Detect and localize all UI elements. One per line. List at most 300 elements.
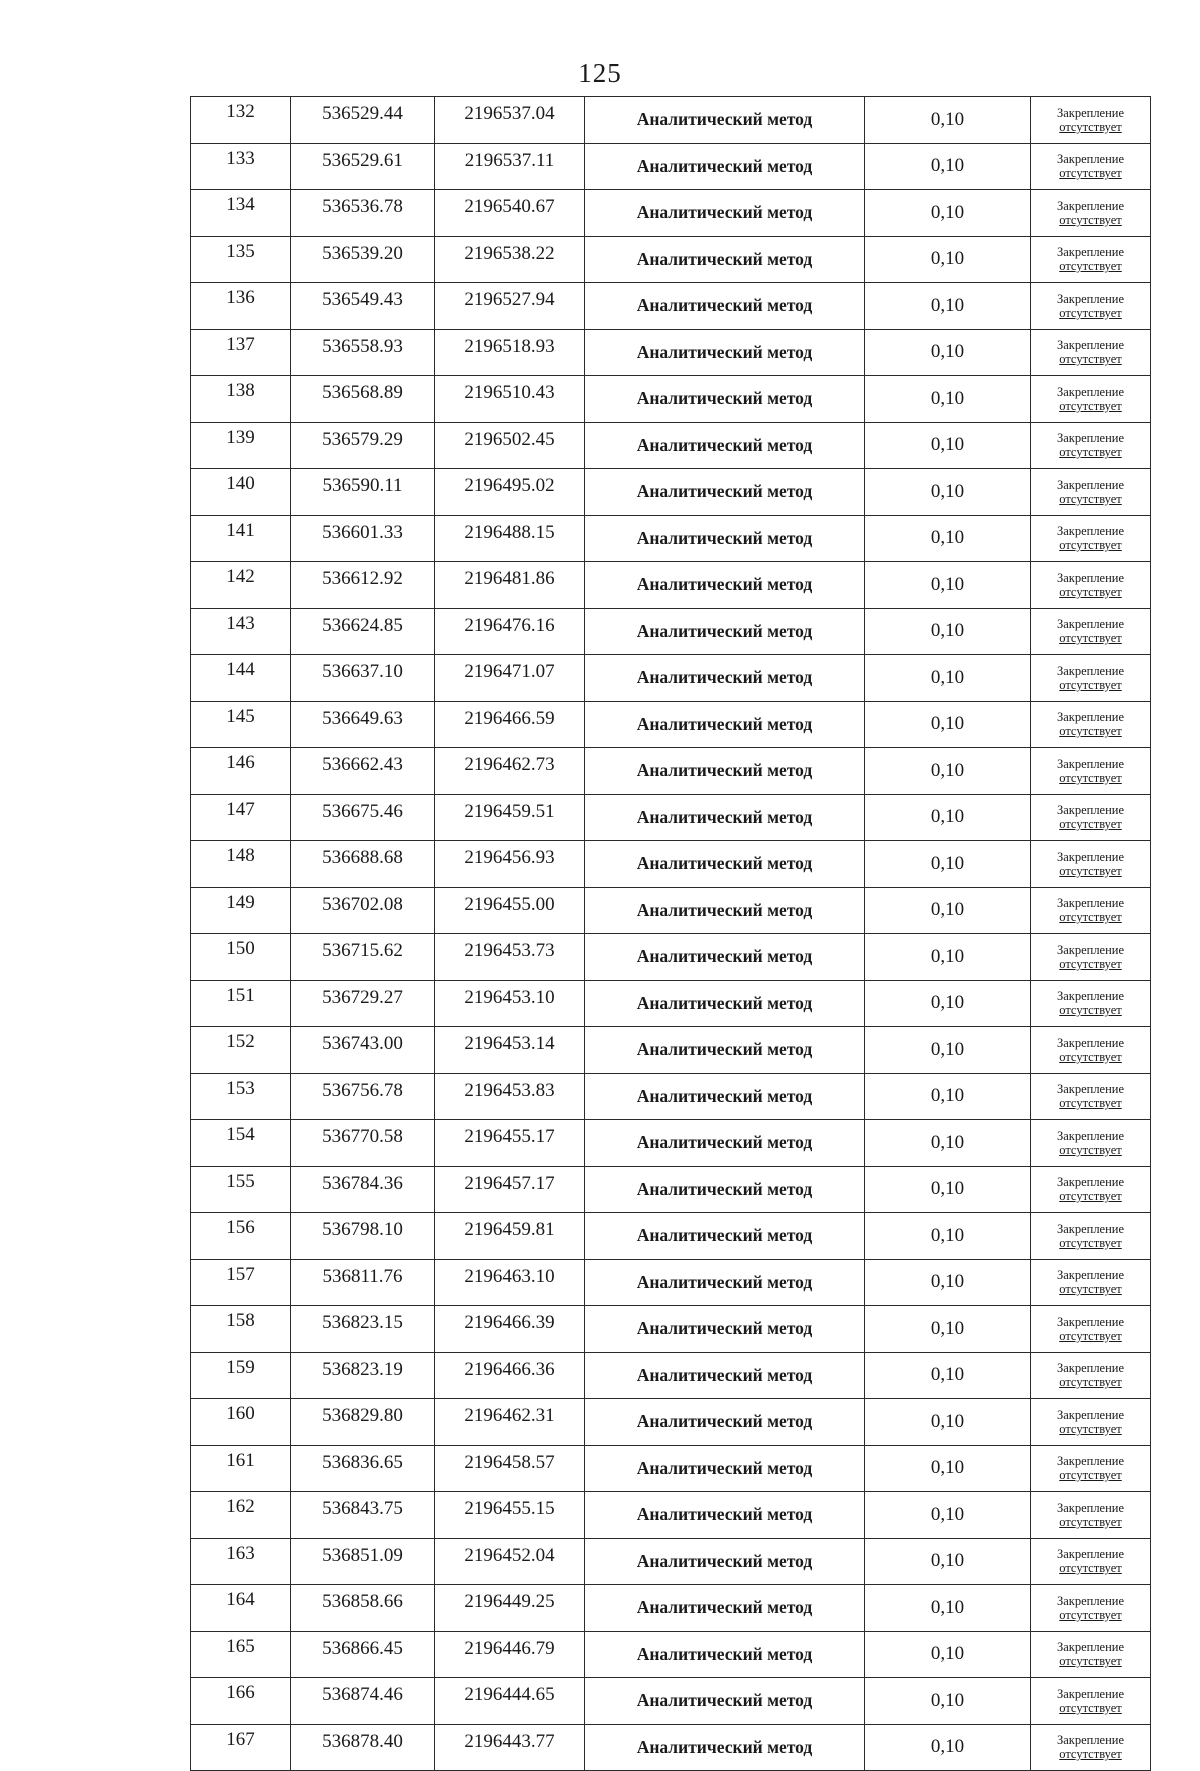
table-row (191, 1120, 1151, 1167)
fixation-text-line1: Закрепление (1056, 524, 1125, 539)
method-cell: Аналитический метод (585, 841, 865, 888)
y-coordinate-cell: 2196443.77 (435, 1724, 585, 1771)
accuracy-cell: 0,10 (865, 841, 1031, 888)
fixation-text-line1: Закрепление (1056, 1547, 1125, 1562)
y-coordinate-cell: 2196458.57 (435, 1445, 585, 1492)
fixation-text-line1: Закрепление (1056, 477, 1125, 492)
fixation-text-line1: Закрепление (1056, 1686, 1125, 1701)
fixation-cell (1031, 1073, 1151, 1120)
fixation-cell (1031, 283, 1151, 330)
accuracy-cell: 0,10 (865, 1399, 1031, 1446)
method-cell: Аналитический метод (585, 1399, 865, 1446)
x-coordinate-cell: 536743.00 (291, 1027, 435, 1074)
fixation-cell (1031, 1306, 1151, 1353)
fixation-text-line2: отсутствует (1059, 817, 1122, 832)
x-coordinate-cell: 536878.40 (291, 1724, 435, 1771)
point-number-cell: 154 (191, 1120, 291, 1167)
method-cell: Аналитический метод (585, 515, 865, 562)
point-number-cell: 146 (191, 748, 291, 795)
fixation-cell (1031, 887, 1151, 934)
x-coordinate-cell: 536539.20 (291, 236, 435, 283)
fixation-text-line1: Закрепление (1056, 803, 1125, 818)
point-number-cell: 138 (191, 376, 291, 423)
point-number-cell: 165 (191, 1631, 291, 1678)
x-coordinate-cell: 536529.61 (291, 143, 435, 190)
fixation-cell (1031, 329, 1151, 376)
point-number-cell: 163 (191, 1538, 291, 1585)
y-coordinate-cell: 2196466.39 (435, 1306, 585, 1353)
point-number-cell: 148 (191, 841, 291, 888)
accuracy-cell: 0,10 (865, 97, 1031, 144)
method-cell: Аналитический метод (585, 1073, 865, 1120)
x-coordinate-cell: 536823.15 (291, 1306, 435, 1353)
fixation-cell (1031, 1678, 1151, 1725)
fixation-cell (1031, 1399, 1151, 1446)
accuracy-cell: 0,10 (865, 1306, 1031, 1353)
fixation-cell (1031, 562, 1151, 609)
y-coordinate-cell: 2196537.11 (435, 143, 585, 190)
point-number-cell: 136 (191, 283, 291, 330)
point-number-cell: 139 (191, 422, 291, 469)
fixation-cell (1031, 934, 1151, 981)
fixation-text-line2: отсутствует (1059, 770, 1122, 785)
method-cell: Аналитический метод (585, 701, 865, 748)
fixation-text-line2: отсутствует (1059, 119, 1122, 134)
table-row (191, 283, 1151, 330)
point-number-cell: 155 (191, 1166, 291, 1213)
y-coordinate-cell: 2196463.10 (435, 1259, 585, 1306)
fixation-text-line1: Закрепление (1056, 1500, 1125, 1515)
x-coordinate-cell: 536601.33 (291, 515, 435, 562)
point-number-cell: 162 (191, 1492, 291, 1539)
fixation-text-line2: отсутствует (1059, 956, 1122, 971)
table-row (191, 1352, 1151, 1399)
accuracy-cell: 0,10 (865, 283, 1031, 330)
accuracy-cell: 0,10 (865, 1166, 1031, 1213)
fixation-cell (1031, 1213, 1151, 1260)
fixation-text-line2: отсутствует (1059, 352, 1122, 367)
x-coordinate-cell: 536558.93 (291, 329, 435, 376)
x-coordinate-cell: 536549.43 (291, 283, 435, 330)
x-coordinate-cell: 536866.45 (291, 1631, 435, 1678)
accuracy-cell: 0,10 (865, 1538, 1031, 1585)
fixation-text-line2: отсутствует (1059, 1700, 1122, 1715)
point-number-cell: 149 (191, 887, 291, 934)
point-number-cell: 137 (191, 329, 291, 376)
accuracy-cell: 0,10 (865, 562, 1031, 609)
fixation-cell (1031, 794, 1151, 841)
fixation-text-line2: отсутствует (1059, 1235, 1122, 1250)
method-cell: Аналитический метод (585, 1027, 865, 1074)
point-number-cell: 160 (191, 1399, 291, 1446)
method-cell: Аналитический метод (585, 887, 865, 934)
fixation-cell (1031, 1631, 1151, 1678)
accuracy-cell: 0,10 (865, 980, 1031, 1027)
accuracy-cell: 0,10 (865, 143, 1031, 190)
point-number-cell: 150 (191, 934, 291, 981)
fixation-text-line1: Закрепление (1056, 198, 1125, 213)
table-row (191, 701, 1151, 748)
y-coordinate-cell: 2196476.16 (435, 608, 585, 655)
point-number-cell: 144 (191, 655, 291, 702)
fixation-text-line1: Закрепление (1056, 989, 1125, 1004)
table-row (191, 562, 1151, 609)
fixation-text-line2: отсутствует (1059, 584, 1122, 599)
point-number-cell: 159 (191, 1352, 291, 1399)
accuracy-cell: 0,10 (865, 1073, 1031, 1120)
fixation-text-line2: отсутствует (1059, 1607, 1122, 1622)
method-cell: Аналитический метод (585, 469, 865, 516)
fixation-cell (1031, 1259, 1151, 1306)
method-cell: Аналитический метод (585, 1166, 865, 1213)
x-coordinate-cell: 536715.62 (291, 934, 435, 981)
accuracy-cell: 0,10 (865, 1213, 1031, 1260)
table-row (191, 376, 1151, 423)
method-cell: Аналитический метод (585, 283, 865, 330)
table-row (191, 980, 1151, 1027)
table-row (191, 1631, 1151, 1678)
x-coordinate-cell: 536702.08 (291, 887, 435, 934)
fixation-text-line1: Закрепление (1056, 1407, 1125, 1422)
table-row (191, 1445, 1151, 1492)
x-coordinate-cell: 536649.63 (291, 701, 435, 748)
y-coordinate-cell: 2196449.25 (435, 1585, 585, 1632)
fixation-text-line2: отсутствует (1059, 724, 1122, 739)
accuracy-cell: 0,10 (865, 1678, 1031, 1725)
accuracy-cell: 0,10 (865, 1585, 1031, 1632)
point-number-cell: 166 (191, 1678, 291, 1725)
fixation-text-line1: Закрепление (1056, 663, 1125, 678)
x-coordinate-cell: 536579.29 (291, 422, 435, 469)
x-coordinate-cell: 536637.10 (291, 655, 435, 702)
method-cell: Аналитический метод (585, 97, 865, 144)
method-cell: Аналитический метод (585, 376, 865, 423)
fixation-text-line1: Закрепление (1056, 245, 1125, 260)
table-row (191, 1027, 1151, 1074)
accuracy-cell: 0,10 (865, 655, 1031, 702)
table-row (191, 469, 1151, 516)
y-coordinate-cell: 2196537.04 (435, 97, 585, 144)
table-row (191, 1538, 1151, 1585)
fixation-text-line1: Закрепление (1056, 1128, 1125, 1143)
table-row (191, 143, 1151, 190)
accuracy-cell: 0,10 (865, 1724, 1031, 1771)
y-coordinate-cell: 2196453.10 (435, 980, 585, 1027)
method-cell: Аналитический метод (585, 1259, 865, 1306)
method-cell: Аналитический метод (585, 190, 865, 237)
y-coordinate-cell: 2196452.04 (435, 1538, 585, 1585)
method-cell: Аналитический метод (585, 1352, 865, 1399)
method-cell: Аналитический метод (585, 980, 865, 1027)
method-cell: Аналитический метод (585, 1631, 865, 1678)
fixation-text-line2: отсутствует (1059, 259, 1122, 274)
method-cell: Аналитический метод (585, 143, 865, 190)
fixation-text-line1: Закрепление (1056, 1314, 1125, 1329)
point-number-cell: 157 (191, 1259, 291, 1306)
point-number-cell: 134 (191, 190, 291, 237)
fixation-text-line2: отсутствует (1059, 538, 1122, 553)
fixation-text-line2: отсутствует (1059, 166, 1122, 181)
y-coordinate-cell: 2196471.07 (435, 655, 585, 702)
fixation-text-line2: отсутствует (1059, 1468, 1122, 1483)
x-coordinate-cell: 536874.46 (291, 1678, 435, 1725)
method-cell: Аналитический метод (585, 655, 865, 702)
point-number-cell: 158 (191, 1306, 291, 1353)
y-coordinate-cell: 2196453.14 (435, 1027, 585, 1074)
table-row (191, 887, 1151, 934)
method-cell: Аналитический метод (585, 1306, 865, 1353)
accuracy-cell: 0,10 (865, 236, 1031, 283)
fixation-cell (1031, 748, 1151, 795)
table-row (191, 1259, 1151, 1306)
y-coordinate-cell: 2196453.83 (435, 1073, 585, 1120)
fixation-text-line2: отсутствует (1059, 212, 1122, 227)
y-coordinate-cell: 2196446.79 (435, 1631, 585, 1678)
accuracy-cell: 0,10 (865, 329, 1031, 376)
fixation-text-line1: Закрепление (1056, 756, 1125, 771)
fixation-text-line2: отсутствует (1059, 1328, 1122, 1343)
method-cell: Аналитический метод (585, 1492, 865, 1539)
accuracy-cell: 0,10 (865, 469, 1031, 516)
fixation-text-line1: Закрепление (1056, 1268, 1125, 1283)
point-number-cell: 133 (191, 143, 291, 190)
x-coordinate-cell: 536729.27 (291, 980, 435, 1027)
accuracy-cell: 0,10 (865, 794, 1031, 841)
y-coordinate-cell: 2196502.45 (435, 422, 585, 469)
x-coordinate-cell: 536829.80 (291, 1399, 435, 1446)
fixation-text-line2: отсутствует (1059, 1421, 1122, 1436)
x-coordinate-cell: 536784.36 (291, 1166, 435, 1213)
fixation-text-line1: Закрепление (1056, 1640, 1125, 1655)
table-row (191, 515, 1151, 562)
table-row (191, 1213, 1151, 1260)
table-row (191, 748, 1151, 795)
fixation-text-line2: отсутствует (1059, 1189, 1122, 1204)
accuracy-cell: 0,10 (865, 376, 1031, 423)
method-cell: Аналитический метод (585, 562, 865, 609)
fixation-cell (1031, 97, 1151, 144)
y-coordinate-cell: 2196453.73 (435, 934, 585, 981)
fixation-cell (1031, 190, 1151, 237)
point-number-cell: 135 (191, 236, 291, 283)
fixation-cell (1031, 608, 1151, 655)
y-coordinate-cell: 2196459.51 (435, 794, 585, 841)
y-coordinate-cell: 2196495.02 (435, 469, 585, 516)
fixation-cell (1031, 422, 1151, 469)
method-cell: Аналитический метод (585, 934, 865, 981)
table-row (191, 190, 1151, 237)
accuracy-cell: 0,10 (865, 1492, 1031, 1539)
table-row (191, 841, 1151, 888)
fixation-cell (1031, 143, 1151, 190)
fixation-text-line1: Закрепление (1056, 1175, 1125, 1190)
method-cell: Аналитический метод (585, 422, 865, 469)
fixation-text-line1: Закрепление (1056, 1082, 1125, 1097)
fixation-cell (1031, 1445, 1151, 1492)
x-coordinate-cell: 536756.78 (291, 1073, 435, 1120)
fixation-text-line2: отсутствует (1059, 445, 1122, 460)
x-coordinate-cell: 536590.11 (291, 469, 435, 516)
fixation-cell (1031, 236, 1151, 283)
point-number-cell: 152 (191, 1027, 291, 1074)
fixation-text-line2: отсутствует (1059, 1561, 1122, 1576)
fixation-cell (1031, 1352, 1151, 1399)
point-number-cell: 140 (191, 469, 291, 516)
y-coordinate-cell: 2196488.15 (435, 515, 585, 562)
point-number-cell: 161 (191, 1445, 291, 1492)
accuracy-cell: 0,10 (865, 1259, 1031, 1306)
fixation-text-line2: отсутствует (1059, 910, 1122, 925)
fixation-cell (1031, 376, 1151, 423)
fixation-text-line2: отсутствует (1059, 863, 1122, 878)
table-row (191, 1678, 1151, 1725)
fixation-text-line1: Закрепление (1056, 338, 1125, 353)
point-number-cell: 164 (191, 1585, 291, 1632)
y-coordinate-cell: 2196538.22 (435, 236, 585, 283)
y-coordinate-cell: 2196455.00 (435, 887, 585, 934)
method-cell: Аналитический метод (585, 329, 865, 376)
coordinates-table (190, 96, 1151, 1771)
y-coordinate-cell: 2196457.17 (435, 1166, 585, 1213)
x-coordinate-cell: 536843.75 (291, 1492, 435, 1539)
fixation-text-line2: отсутствует (1059, 1375, 1122, 1390)
y-coordinate-cell: 2196455.17 (435, 1120, 585, 1167)
fixation-cell (1031, 841, 1151, 888)
coordinates-table-body (191, 97, 1151, 1771)
y-coordinate-cell: 2196481.86 (435, 562, 585, 609)
y-coordinate-cell: 2196510.43 (435, 376, 585, 423)
point-number-cell: 143 (191, 608, 291, 655)
table-row (191, 1073, 1151, 1120)
fixation-cell (1031, 980, 1151, 1027)
x-coordinate-cell: 536612.92 (291, 562, 435, 609)
fixation-text-line1: Закрепление (1056, 105, 1125, 120)
fixation-text-line2: отсутствует (1059, 305, 1122, 320)
table-row (191, 934, 1151, 981)
fixation-cell (1031, 469, 1151, 516)
fixation-text-line1: Закрепление (1056, 710, 1125, 725)
x-coordinate-cell: 536851.09 (291, 1538, 435, 1585)
accuracy-cell: 0,10 (865, 1027, 1031, 1074)
fixation-text-line2: отсутствует (1059, 631, 1122, 646)
table-row (191, 236, 1151, 283)
point-number-cell: 151 (191, 980, 291, 1027)
table-row (191, 1166, 1151, 1213)
fixation-cell (1031, 1492, 1151, 1539)
x-coordinate-cell: 536568.89 (291, 376, 435, 423)
fixation-text-line1: Закрепление (1056, 431, 1125, 446)
fixation-cell (1031, 1166, 1151, 1213)
fixation-text-line1: Закрепление (1056, 1733, 1125, 1748)
table-row (191, 1492, 1151, 1539)
point-number-cell: 132 (191, 97, 291, 144)
method-cell: Аналитический метод (585, 748, 865, 795)
fixation-cell (1031, 1027, 1151, 1074)
point-number-cell: 141 (191, 515, 291, 562)
fixation-text-line1: Закрепление (1056, 291, 1125, 306)
point-number-cell: 142 (191, 562, 291, 609)
accuracy-cell: 0,10 (865, 1631, 1031, 1678)
table-row (191, 608, 1151, 655)
fixation-text-line1: Закрепление (1056, 570, 1125, 585)
y-coordinate-cell: 2196518.93 (435, 329, 585, 376)
fixation-cell (1031, 1724, 1151, 1771)
fixation-text-line2: отсутствует (1059, 1003, 1122, 1018)
method-cell: Аналитический метод (585, 794, 865, 841)
method-cell: Аналитический метод (585, 1724, 865, 1771)
y-coordinate-cell: 2196466.36 (435, 1352, 585, 1399)
method-cell: Аналитический метод (585, 1585, 865, 1632)
fixation-text-line1: Закрепление (1056, 849, 1125, 864)
point-number-cell: 167 (191, 1724, 291, 1771)
accuracy-cell: 0,10 (865, 748, 1031, 795)
table-row (191, 794, 1151, 841)
point-number-cell: 156 (191, 1213, 291, 1260)
method-cell: Аналитический метод (585, 1678, 865, 1725)
y-coordinate-cell: 2196462.73 (435, 748, 585, 795)
fixation-cell (1031, 515, 1151, 562)
table-row (191, 97, 1151, 144)
table-row (191, 422, 1151, 469)
table-row (191, 1306, 1151, 1353)
y-coordinate-cell: 2196459.81 (435, 1213, 585, 1260)
fixation-text-line1: Закрепление (1056, 1035, 1125, 1050)
fixation-text-line1: Закрепление (1056, 1361, 1125, 1376)
method-cell: Аналитический метод (585, 1538, 865, 1585)
method-cell: Аналитический метод (585, 1213, 865, 1260)
fixation-text-line1: Закрепление (1056, 617, 1125, 632)
accuracy-cell: 0,10 (865, 934, 1031, 981)
fixation-text-line2: отсутствует (1059, 1747, 1122, 1762)
method-cell: Аналитический метод (585, 236, 865, 283)
fixation-text-line1: Закрепление (1056, 1593, 1125, 1608)
x-coordinate-cell: 536624.85 (291, 608, 435, 655)
fixation-cell (1031, 1120, 1151, 1167)
x-coordinate-cell: 536770.58 (291, 1120, 435, 1167)
fixation-text-line2: отсутствует (1059, 398, 1122, 413)
page-number: 125 (578, 58, 622, 88)
accuracy-cell: 0,10 (865, 887, 1031, 934)
y-coordinate-cell: 2196455.15 (435, 1492, 585, 1539)
x-coordinate-cell: 536858.66 (291, 1585, 435, 1632)
x-coordinate-cell: 536798.10 (291, 1213, 435, 1260)
fixation-text-line2: отсутствует (1059, 1142, 1122, 1157)
y-coordinate-cell: 2196540.67 (435, 190, 585, 237)
method-cell: Аналитический метод (585, 608, 865, 655)
fixation-text-line1: Закрепление (1056, 896, 1125, 911)
y-coordinate-cell: 2196466.59 (435, 701, 585, 748)
table-row (191, 1724, 1151, 1771)
accuracy-cell: 0,10 (865, 1445, 1031, 1492)
fixation-text-line2: отсутствует (1059, 1096, 1122, 1111)
y-coordinate-cell: 2196527.94 (435, 283, 585, 330)
fixation-cell (1031, 1585, 1151, 1632)
point-number-cell: 153 (191, 1073, 291, 1120)
x-coordinate-cell: 536823.19 (291, 1352, 435, 1399)
x-coordinate-cell: 536688.68 (291, 841, 435, 888)
fixation-cell (1031, 701, 1151, 748)
accuracy-cell: 0,10 (865, 515, 1031, 562)
accuracy-cell: 0,10 (865, 190, 1031, 237)
point-number-cell: 145 (191, 701, 291, 748)
fixation-text-line1: Закрепление (1056, 152, 1125, 167)
method-cell: Аналитический метод (585, 1120, 865, 1167)
table-row (191, 655, 1151, 702)
y-coordinate-cell: 2196456.93 (435, 841, 585, 888)
table-row (191, 1585, 1151, 1632)
accuracy-cell: 0,10 (865, 701, 1031, 748)
y-coordinate-cell: 2196462.31 (435, 1399, 585, 1446)
